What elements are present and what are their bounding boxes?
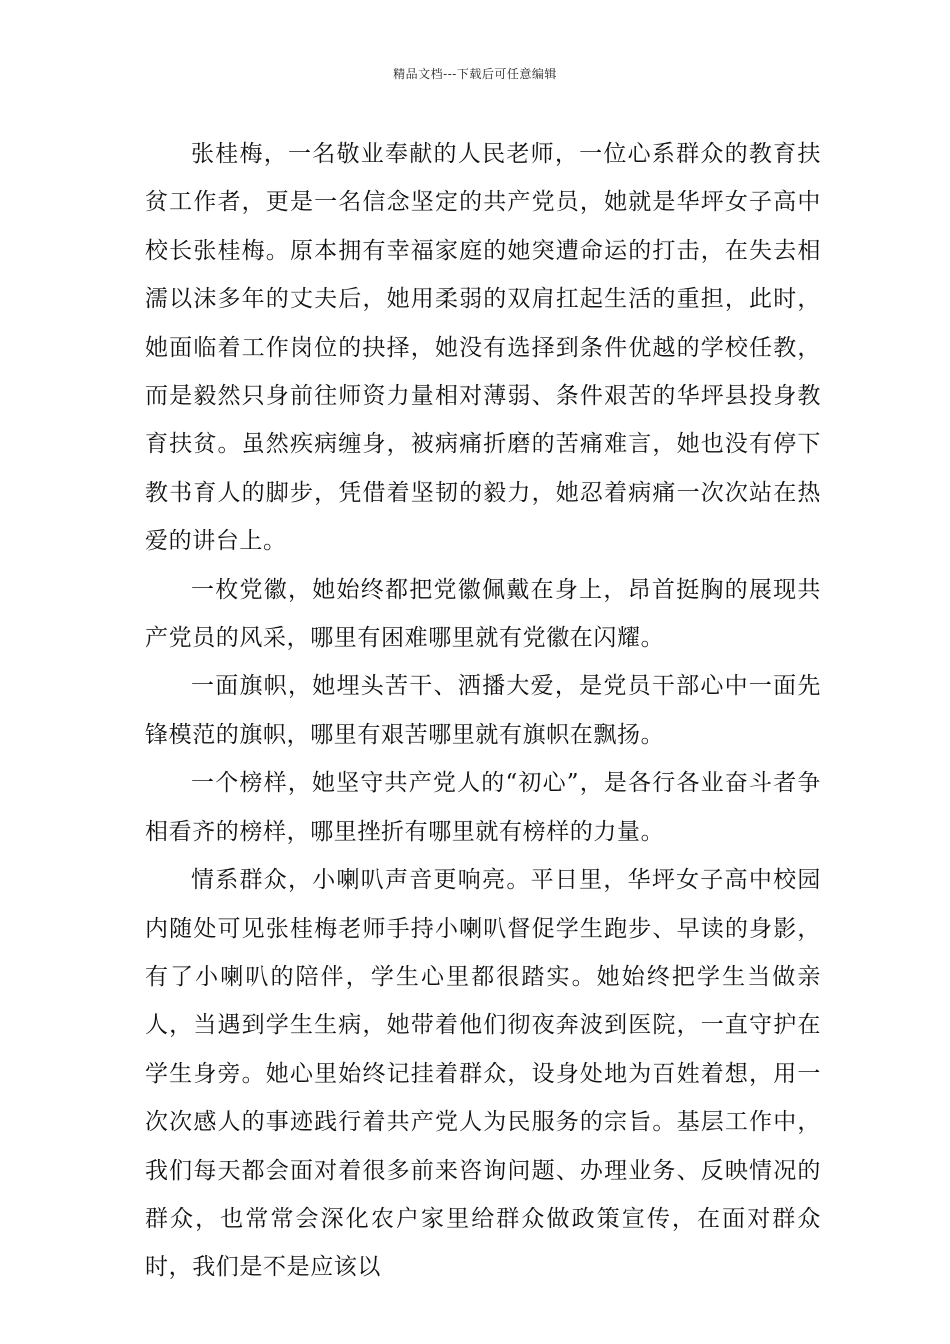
paragraph-1: 张桂梅，一名敬业奉献的人民老师，一位心系群众的教育扶贫工作者，更是一名信念坚定的共产党员，她就是华坪女子高中校长张桂梅。原本拥有幸福家庭的她突遭命运的打击，在失去相濡以沫多年的丈夫后，她用柔弱的双肩扛起生活的重担，此时，她面临着工作岗位的抉择，她没有选择到条件优越的学校任教，而是毅然只身前往师资力量相对薄弱、条件艰苦的华坪县投身教育扶贫。虽然疾病缠身，被病痛折磨的苦痛难言，她也没有停下教书育人的脚步，凭借着坚韧的毅力，她忍着病痛一次次站在热爱的讲台上。 <box>145 141 821 555</box>
paragraph-4: 一个榜样，她坚守共产党人的“初心”，是各行各业奋斗者争相看齐的榜样，哪里挫折有哪里就有榜样的力量。 <box>145 770 821 845</box>
page-header: 精品文档---下载后可任意编辑 <box>393 67 557 81</box>
paragraph-3: 一面旗帜，她埋头苦干、洒播大爱，是党员干部心中一面先锋模范的旗帜，哪里有艰苦哪里就有旗帜在飘扬。 <box>145 673 821 748</box>
paragraph-2: 一枚党徽，她始终都把党徽佩戴在身上，昂首挺胸的展现共产党员的风采，哪里有困难哪里就有党徽在闪耀。 <box>145 576 821 652</box>
document-body <box>145 130 821 1292</box>
paragraph-5: 情系群众，小喇叭声音更响亮。平日里，华坪女子高中校园内随处可见张桂梅老师手持小喇叭督促学生跑步、早读的身影，有了小喇叭的陪伴，学生心里都很踏实。她始终把学生当做亲人，当遇到学生生病，她带着他们彻夜奔波到医院，一直守护在学生身旁。她心里始终记挂着群众，设身处地为百姓着想，用一次次感人的事迹践行着共产党人为民服务的宗旨。基层工作中，我们每天都会面对着很多前来咨询问题、办理业务、反映情况的群众，也常常会深化农户家里给群众做政策宣传，在面对群众时，我们是不是应该以 <box>145 867 821 1281</box>
